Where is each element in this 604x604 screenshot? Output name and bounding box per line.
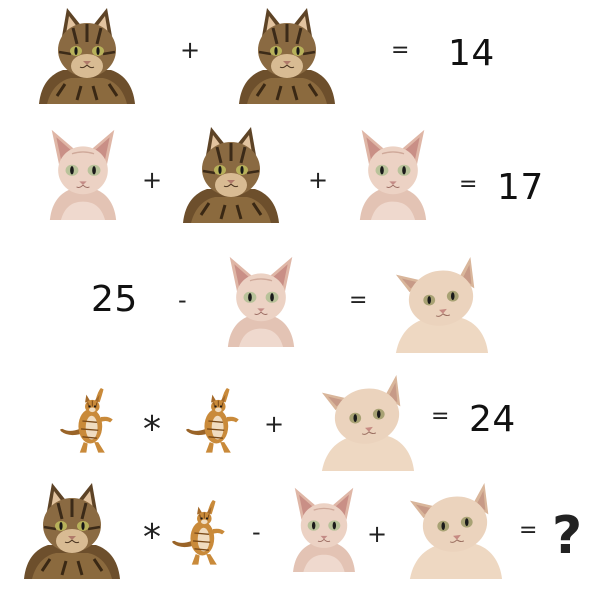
- puzzle-row-4: [0, 364, 604, 474]
- puzzle-row-2: [0, 116, 604, 236]
- dancing-kitten-icon: [56, 372, 122, 470]
- equals-operator: =: [459, 172, 478, 197]
- equals-operator: =: [349, 288, 368, 313]
- plus-operator: +: [180, 36, 201, 64]
- row-2-result: 17: [497, 167, 544, 208]
- tabby-cat-icon: [181, 116, 281, 230]
- minus-operator: -: [178, 286, 187, 314]
- sphynx-cat-icon: [347, 116, 439, 232]
- tabby-cat-icon: [22, 474, 122, 584]
- row-1-result: 14: [448, 33, 495, 74]
- plus-operator: +: [142, 166, 163, 194]
- row-3-number: 25: [91, 279, 138, 320]
- sphynx-cat-icon: [37, 116, 129, 232]
- minus-operator: -: [252, 518, 261, 546]
- multiply-operator: *: [143, 409, 161, 450]
- plus-operator: +: [264, 410, 285, 438]
- dancing-kitten-icon: [168, 484, 234, 582]
- plus-operator: +: [308, 166, 329, 194]
- unknown-answer: ?: [552, 506, 583, 566]
- equals-operator: =: [431, 404, 450, 429]
- row-4-result: 24: [469, 399, 516, 440]
- sphynx-cat-icon: [215, 244, 307, 358]
- plus-operator: +: [367, 520, 388, 548]
- equals-operator: =: [519, 518, 538, 543]
- dancing-kitten-icon: [182, 372, 248, 470]
- multiply-operator: *: [143, 517, 161, 558]
- sphynx-cat-icon: [281, 476, 367, 582]
- equals-operator: =: [391, 38, 410, 63]
- cream-cat-icon: [318, 368, 416, 476]
- tabby-cat-icon: [37, 0, 137, 108]
- cream-cat-icon: [392, 250, 490, 358]
- puzzle-row-3: [0, 244, 604, 362]
- puzzle-row-5: [0, 474, 604, 602]
- cream-cat-icon: [406, 476, 504, 584]
- tabby-cat-icon: [237, 0, 337, 108]
- puzzle-row-1: [0, 0, 604, 112]
